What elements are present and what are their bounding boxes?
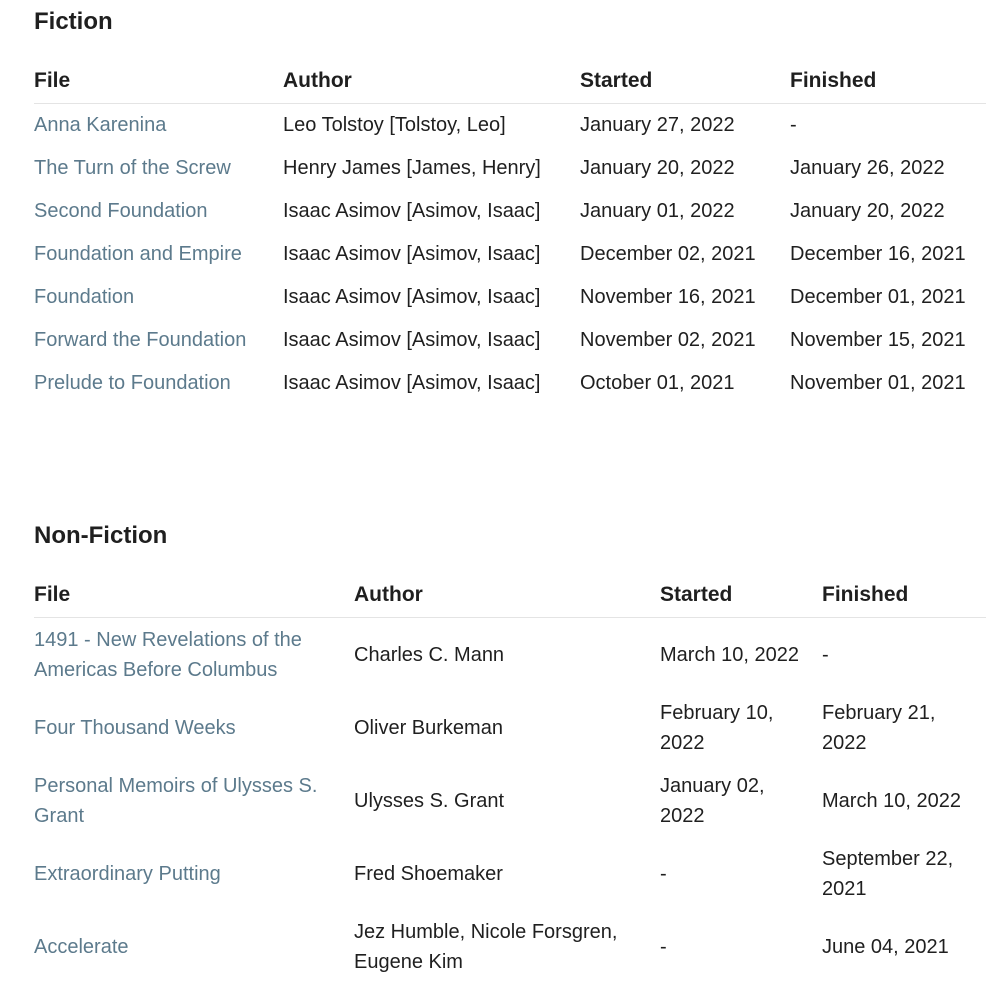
column-header-started: Started (580, 66, 790, 104)
column-header-author: Author (354, 580, 660, 618)
file-link[interactable]: Anna Karenina (34, 114, 167, 136)
finished-cell: February 21, 2022 (822, 702, 936, 754)
file-link[interactable]: Forward the Foundation (34, 329, 247, 351)
file-cell (34, 618, 354, 692)
fiction-section (34, 6, 986, 404)
file-link[interactable]: Second Foundation (34, 200, 208, 222)
author-cell: Isaac Asimov [Asimov, Isaac] (283, 372, 541, 394)
column-header-finished: Finished (790, 66, 986, 104)
file-cell (34, 146, 283, 189)
author-cell: Ulysses S. Grant (354, 790, 505, 812)
file-link[interactable]: Foundation (34, 286, 135, 308)
started-cell: March 10, 2022 (660, 644, 799, 666)
started-cell: January 27, 2022 (580, 114, 735, 136)
file-link[interactable]: Prelude to Foundation (34, 372, 231, 394)
started-cell: January 20, 2022 (580, 157, 735, 179)
file-cell (34, 189, 283, 232)
author-cell: Isaac Asimov [Asimov, Isaac] (283, 243, 541, 265)
finished-cell: - (822, 644, 829, 666)
file-link[interactable]: Personal Memoirs of Ulysses S. Grant (34, 775, 318, 827)
author-cell: Jez Humble, Nicole Forsgren, Eugene Kim (354, 921, 618, 973)
table-row (34, 764, 986, 837)
fiction-header-row (34, 66, 986, 104)
author-cell: Isaac Asimov [Asimov, Isaac] (283, 286, 541, 308)
started-cell: December 02, 2021 (580, 243, 756, 265)
file-cell (34, 764, 354, 837)
table-row (34, 189, 986, 232)
file-cell (34, 232, 283, 275)
started-cell: - (660, 863, 667, 885)
file-cell (34, 318, 283, 361)
table-row (34, 910, 986, 983)
nonfiction-table (34, 580, 986, 983)
table-row (34, 361, 986, 404)
finished-cell: November 15, 2021 (790, 329, 966, 351)
finished-cell: September 22, 2021 (822, 848, 954, 900)
started-cell: November 16, 2021 (580, 286, 756, 308)
finished-cell: June 04, 2021 (822, 936, 949, 958)
finished-cell: - (790, 114, 797, 136)
column-header-file: File (34, 580, 354, 618)
table-row (34, 318, 986, 361)
finished-cell: December 16, 2021 (790, 243, 966, 265)
started-cell: February 10, 2022 (660, 702, 774, 754)
author-cell: Leo Tolstoy [Tolstoy, Leo] (283, 114, 506, 136)
file-cell (34, 361, 283, 404)
author-cell: Isaac Asimov [Asimov, Isaac] (283, 200, 541, 222)
table-row (34, 691, 986, 764)
table-row (34, 104, 986, 147)
file-link[interactable]: Four Thousand Weeks (34, 717, 236, 739)
file-link[interactable]: 1491 - New Revelations of the Americas Before Columbus (34, 629, 302, 681)
author-cell: Fred Shoemaker (354, 863, 503, 885)
finished-cell: March 10, 2022 (822, 790, 961, 812)
file-cell (34, 104, 283, 147)
table-row (34, 275, 986, 318)
file-link[interactable]: Foundation and Empire (34, 243, 242, 265)
file-link[interactable]: The Turn of the Screw (34, 157, 231, 179)
column-header-finished: Finished (822, 580, 986, 618)
started-cell: January 01, 2022 (580, 200, 735, 222)
started-cell: November 02, 2021 (580, 329, 756, 351)
column-header-file: File (34, 66, 283, 104)
column-header-started: Started (660, 580, 822, 618)
finished-cell: December 01, 2021 (790, 286, 966, 308)
nonfiction-heading: Non-Fiction (34, 522, 168, 549)
finished-cell: January 20, 2022 (790, 200, 945, 222)
table-row (34, 618, 986, 692)
finished-cell: January 26, 2022 (790, 157, 945, 179)
started-cell: - (660, 936, 667, 958)
file-link[interactable]: Accelerate (34, 936, 129, 958)
author-cell: Henry James [James, Henry] (283, 157, 541, 179)
file-cell (34, 275, 283, 318)
author-cell: Oliver Burkeman (354, 717, 503, 739)
file-cell (34, 910, 354, 983)
nonfiction-header-row (34, 580, 986, 618)
file-cell (34, 691, 354, 764)
table-row (34, 837, 986, 910)
fiction-table (34, 66, 986, 404)
started-cell: January 02, 2022 (660, 775, 765, 827)
column-header-author: Author (283, 66, 580, 104)
file-cell (34, 837, 354, 910)
started-cell: October 01, 2021 (580, 372, 735, 394)
file-link[interactable]: Extraordinary Putting (34, 863, 221, 885)
finished-cell: November 01, 2021 (790, 372, 966, 394)
table-row (34, 146, 986, 189)
author-cell: Charles C. Mann (354, 644, 505, 666)
fiction-heading: Fiction (34, 8, 113, 35)
table-row (34, 232, 986, 275)
author-cell: Isaac Asimov [Asimov, Isaac] (283, 329, 541, 351)
nonfiction-section (34, 520, 986, 983)
